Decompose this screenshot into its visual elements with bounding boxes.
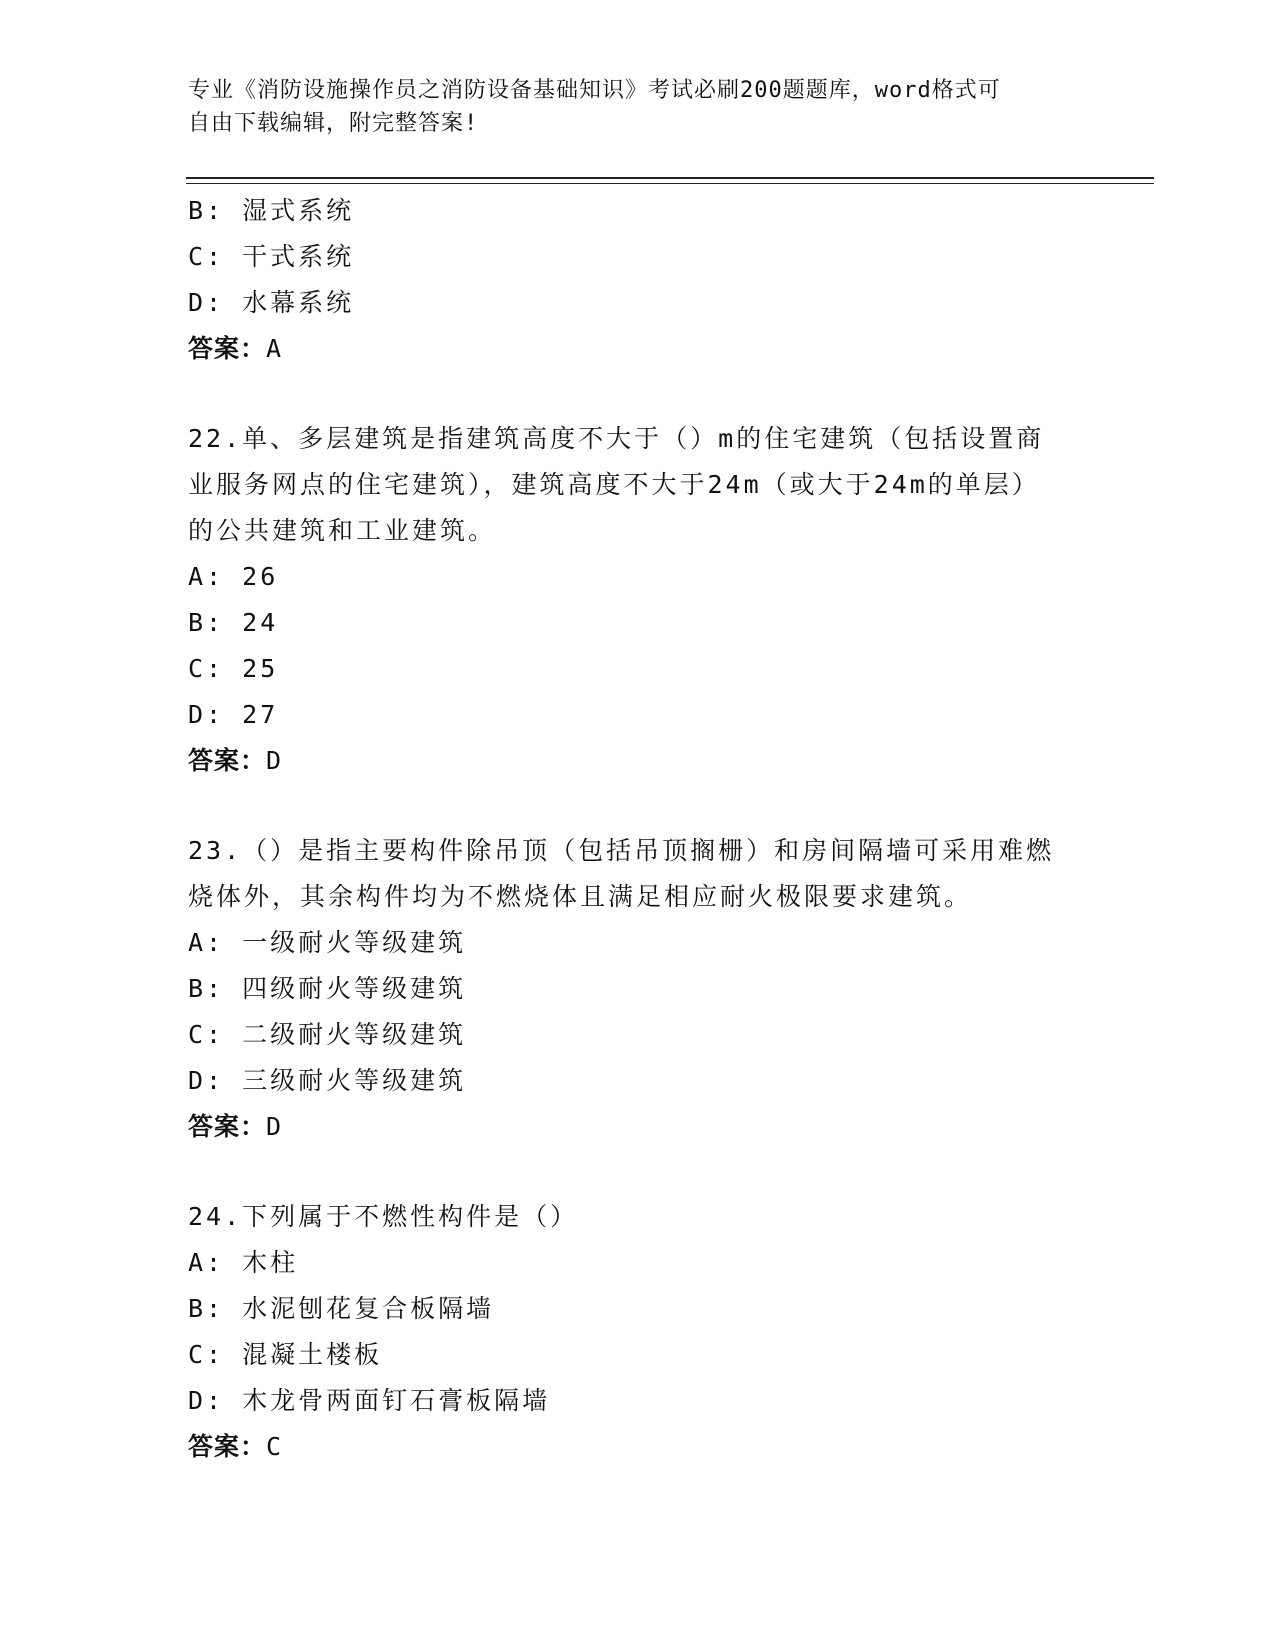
option-d: D: 27	[188, 700, 279, 729]
question-21-tail	[188, 188, 1088, 372]
question-text-line: 23.（）是指主要构件除吊顶（包括吊顶搁栅）和房间隔墙可采用难燃	[188, 836, 1055, 865]
answer-label: 答案：	[188, 334, 267, 363]
answer-label: 答案：	[188, 1432, 267, 1461]
answer-value: A	[266, 334, 282, 363]
spacer	[188, 1150, 1088, 1194]
answer-label: 答案：	[188, 1112, 267, 1141]
option-c: C: 25	[188, 654, 279, 683]
spacer	[188, 372, 1088, 416]
option-a: A: 一级耐火等级建筑	[188, 928, 467, 957]
option-b: B: 24	[188, 608, 279, 637]
question-text-line: 烧体外，其余构件均为不燃烧体且满足相应耐火极限要求建筑。	[188, 882, 973, 911]
option-a: A: 26	[188, 562, 279, 591]
option-b: B: 湿式系统	[188, 196, 355, 225]
option-c: C: 二级耐火等级建筑	[188, 1020, 467, 1049]
header-line-2: 自由下载编辑，附完整答案!	[188, 111, 479, 136]
question-23	[188, 828, 1088, 1150]
answer-value: C	[266, 1432, 282, 1461]
option-d: D: 水幕系统	[188, 288, 355, 317]
answer-value: D	[266, 1112, 282, 1141]
answer-line	[188, 326, 1088, 372]
option-b: B: 四级耐火等级建筑	[188, 974, 467, 1003]
header-divider-thin	[186, 183, 1154, 184]
header-divider-thick	[186, 177, 1154, 179]
header-line-1: 专业《消防设施操作员之消防设备基础知识》考试必刷200题题库，word格式可	[188, 78, 1001, 103]
option-a: A: 木柱	[188, 1248, 299, 1277]
document-header	[188, 74, 1068, 140]
option-d: D: 三级耐火等级建筑	[188, 1066, 467, 1095]
question-text-line: 业服务网点的住宅建筑），建筑高度不大于24m（或大于24m的单层）	[188, 470, 1040, 499]
question-text-line: 22.单、多层建筑是指建筑高度不大于（）m的住宅建筑（包括设置商	[188, 424, 1045, 453]
option-c: C: 干式系统	[188, 242, 355, 271]
option-b: B: 水泥刨花复合板隔墙	[188, 1294, 495, 1323]
answer-value: D	[266, 746, 282, 775]
answer-line	[188, 1104, 1088, 1150]
question-24	[188, 1194, 1088, 1470]
option-d: D: 木龙骨两面钉石膏板隔墙	[188, 1386, 551, 1415]
answer-line	[188, 1424, 1088, 1470]
question-22	[188, 416, 1088, 784]
spacer	[188, 784, 1088, 828]
question-list	[188, 188, 1088, 1470]
answer-label: 答案：	[188, 746, 267, 775]
answer-line	[188, 738, 1088, 784]
question-text-line: 24.下列属于不燃性构件是（）	[188, 1202, 579, 1231]
option-c: C: 混凝土楼板	[188, 1340, 383, 1369]
question-text-line: 的公共建筑和工业建筑。	[188, 516, 497, 545]
